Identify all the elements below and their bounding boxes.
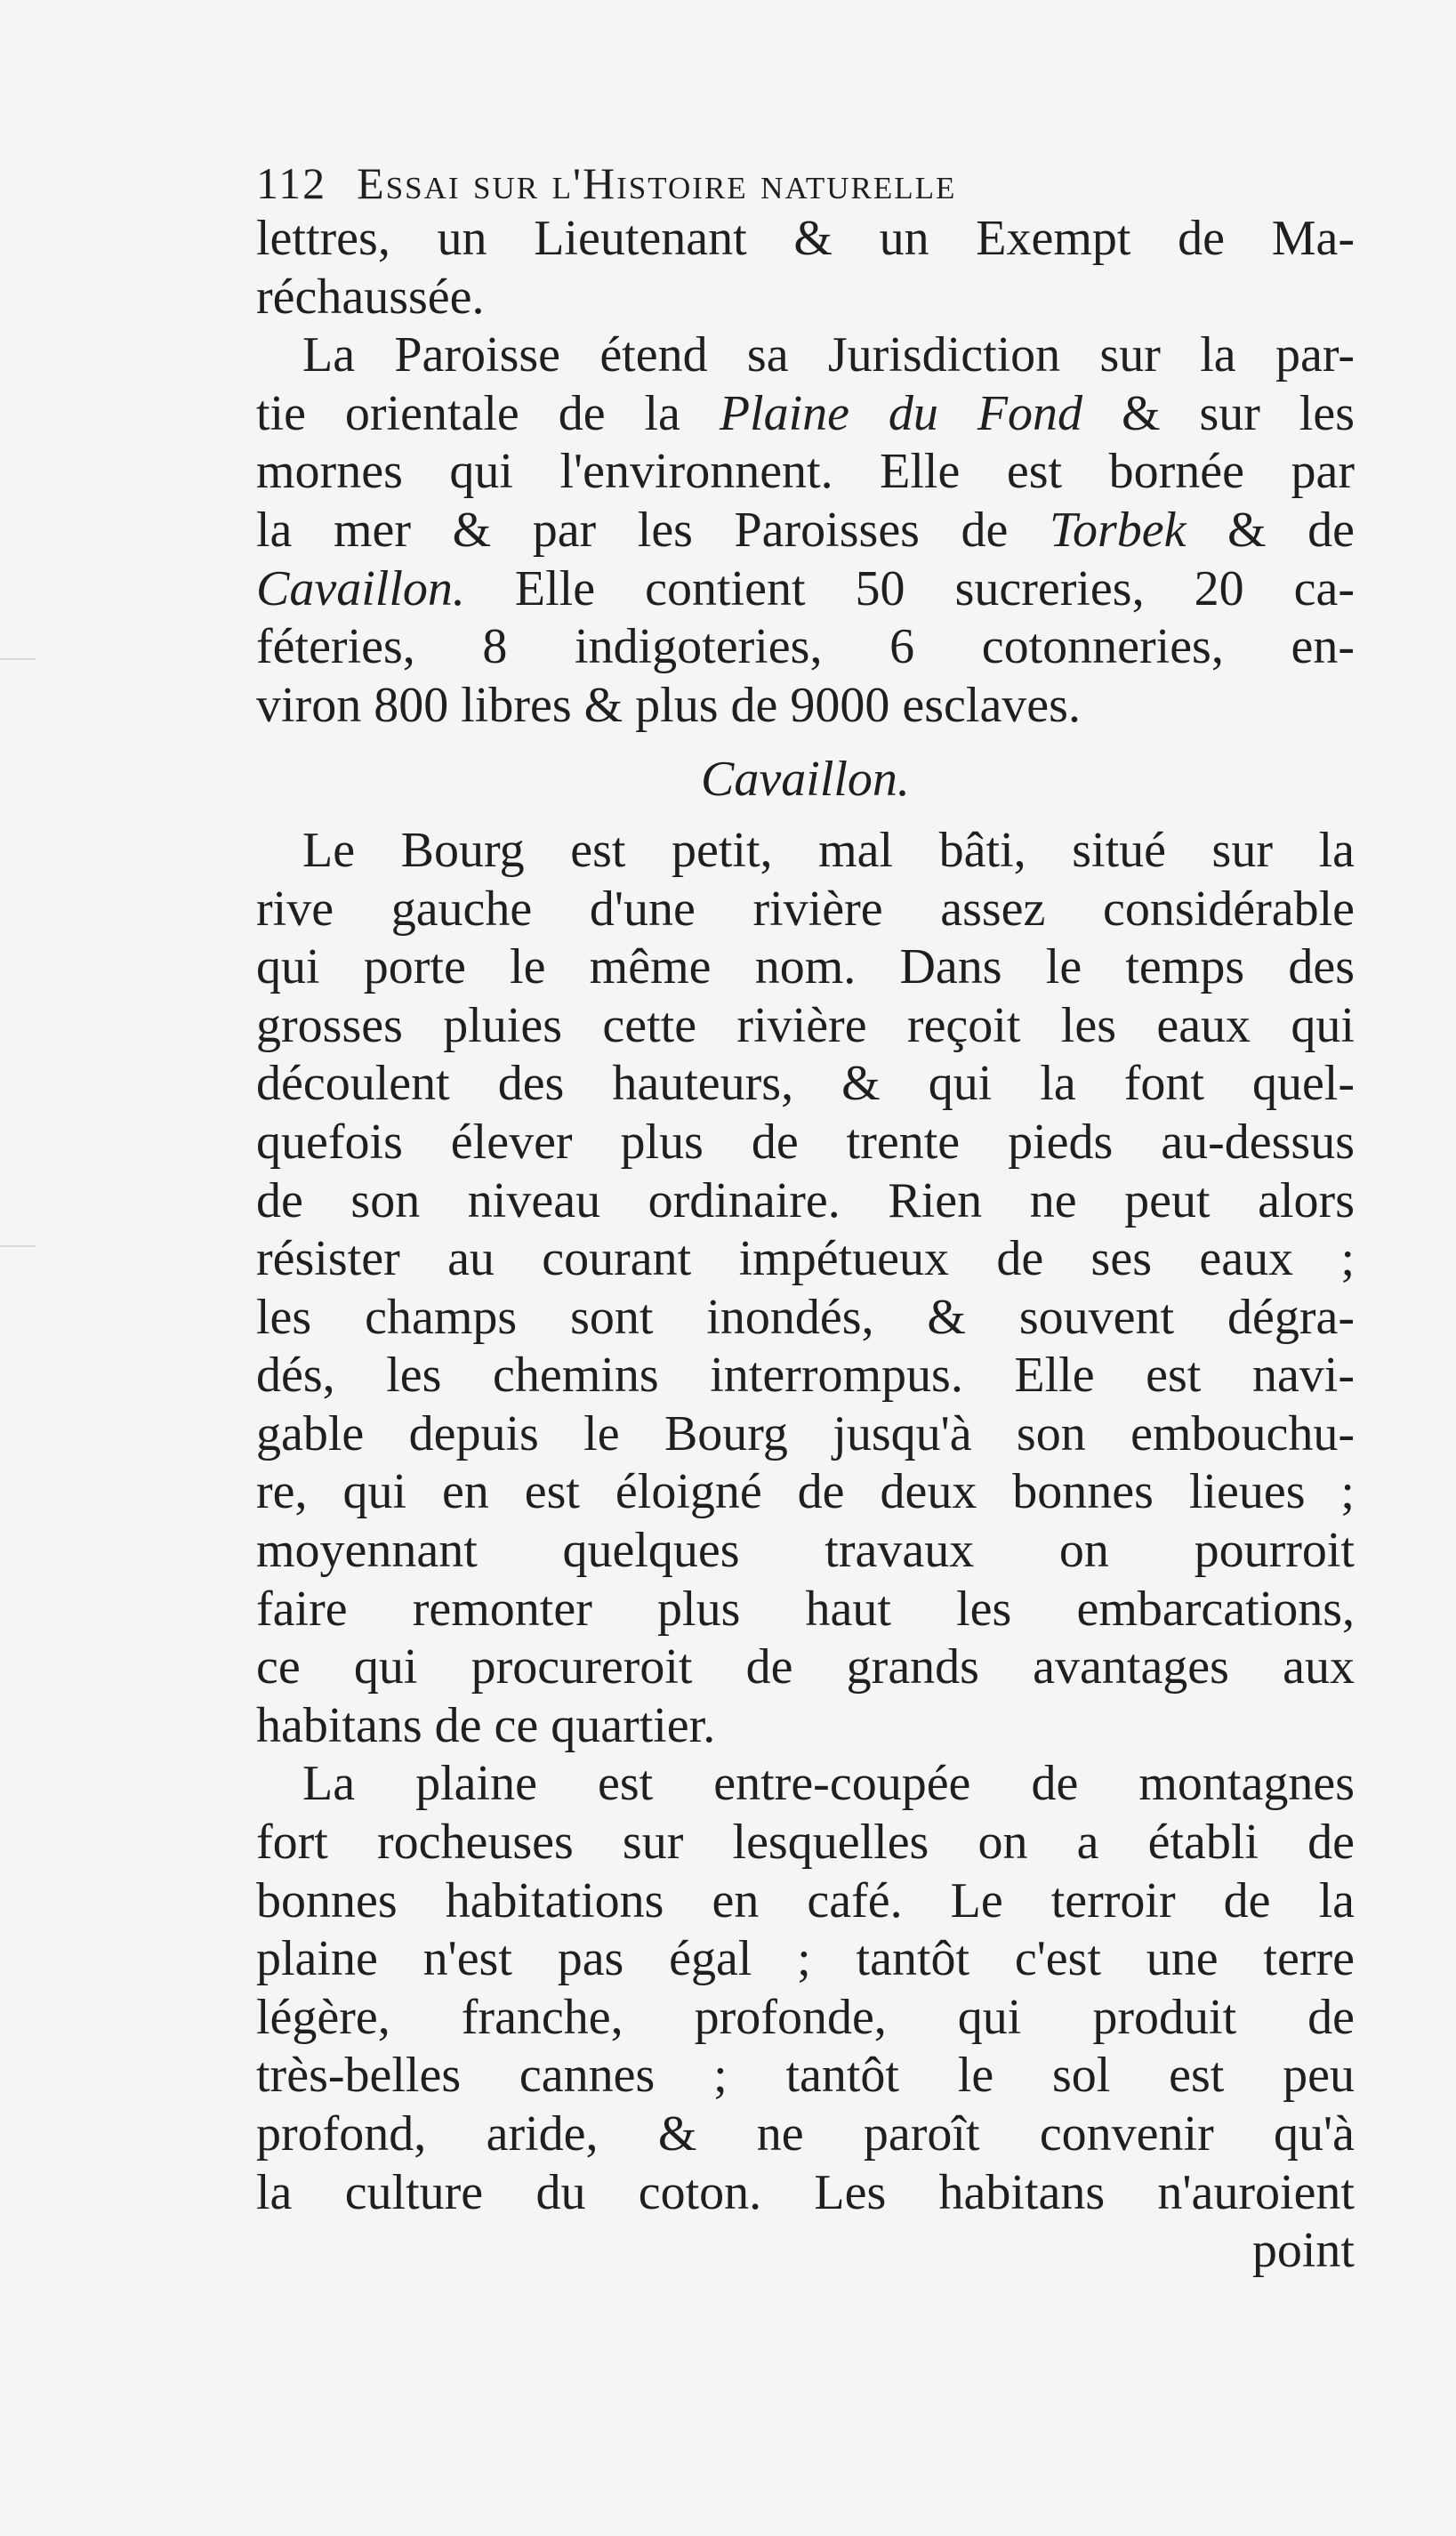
text-line: réchaussée. — [256, 269, 485, 325]
text-line: lettres, un Lieutenant & un Exempt de Ma- — [256, 211, 1355, 266]
text-line: tie orientale de la Plaine du Fond & sur les — [256, 385, 1355, 441]
running-head — [256, 157, 1359, 210]
margin-mark — [0, 658, 36, 660]
text-line: de son niveau ordinaire. Rien ne peut alors — [256, 1172, 1355, 1228]
text-line: grosses pluies cette rivière reçoit les eaux qui — [256, 997, 1355, 1053]
text-line: les champs sont inondés, & souvent dégra- — [256, 1289, 1355, 1345]
text-line: Le Bourg est petit, mal bâti, situé sur la — [302, 822, 1355, 878]
text-line: faire remonter plus haut les embarcations, — [256, 1581, 1355, 1637]
text-line: La plaine est entre-coupée de montagnes — [302, 1756, 1355, 1812]
running-head-title: Essai sur l'Histoire naturelle — [357, 158, 957, 208]
text-line: qui porte le même nom. Dans le temps des — [256, 939, 1355, 995]
text-line: Cavaillon. Elle contient 50 sucreries, 20 ca- — [256, 560, 1355, 616]
text-line: la mer & par les Paroisses de Torbek & de — [256, 502, 1355, 558]
italic-place-name: Plaine du Fond — [719, 385, 1083, 441]
margin-mark — [0, 1245, 36, 1247]
section-heading: Cavaillon. — [701, 752, 910, 808]
text-line: féteries, 8 indigoteries, 6 cotonneries, en- — [256, 619, 1355, 675]
text-line: profond, aride, & ne paroît convenir qu'à — [256, 2106, 1355, 2162]
text-line: mornes qui l'environnent. Elle est bornée par — [256, 444, 1355, 500]
text-line: rive gauche d'une rivière assez considérable — [256, 881, 1355, 937]
italic-place-name: Cavaillon. — [256, 560, 465, 616]
text-line: découlent des hauteurs, & qui la font quel- — [256, 1056, 1355, 1112]
page-number: 112 — [256, 158, 327, 208]
text-line: re, qui en est éloigné de deux bonnes lieues ; — [256, 1464, 1355, 1520]
text-line: la culture du coton. Les habitans n'auroient — [256, 2164, 1355, 2220]
body-text — [256, 210, 1355, 2281]
text-line: quefois élever plus de trente pieds au-dessus — [256, 1114, 1355, 1170]
text-line: habitans de ce quartier. — [256, 1697, 716, 1753]
text-line: fort rocheuses sur lesquelles on a établi de — [256, 1815, 1355, 1871]
text-line: dés, les chemins interrompus. Elle est navi- — [256, 1348, 1355, 1404]
text-line: résister au courant impétueux de ses eaux ; — [256, 1231, 1355, 1287]
text-line: plaine n'est pas égal ; tantôt c'est une terre — [256, 1931, 1355, 1987]
italic-place-name: Torbek — [1049, 502, 1187, 558]
text-line: moyennant quelques travaux on pourroit — [256, 1523, 1355, 1579]
text-line: ce qui procureroit de grands avantages aux — [256, 1639, 1355, 1695]
text-line: gable depuis le Bourg jusqu'à son embouchu- — [256, 1405, 1355, 1461]
text-line: viron 800 libres & plus de 9000 esclaves. — [256, 677, 1081, 733]
text-line: légère, franche, profonde, qui produit de — [256, 1989, 1355, 2045]
text-line: bonnes habitations en café. Le terroir de la — [256, 1872, 1355, 1928]
catchword: point — [1251, 2223, 1355, 2279]
text-line: La Paroisse étend sa Jurisdiction sur la par- — [302, 327, 1355, 383]
text-line: très-belles cannes ; tantôt le sol est peu — [256, 2048, 1355, 2104]
